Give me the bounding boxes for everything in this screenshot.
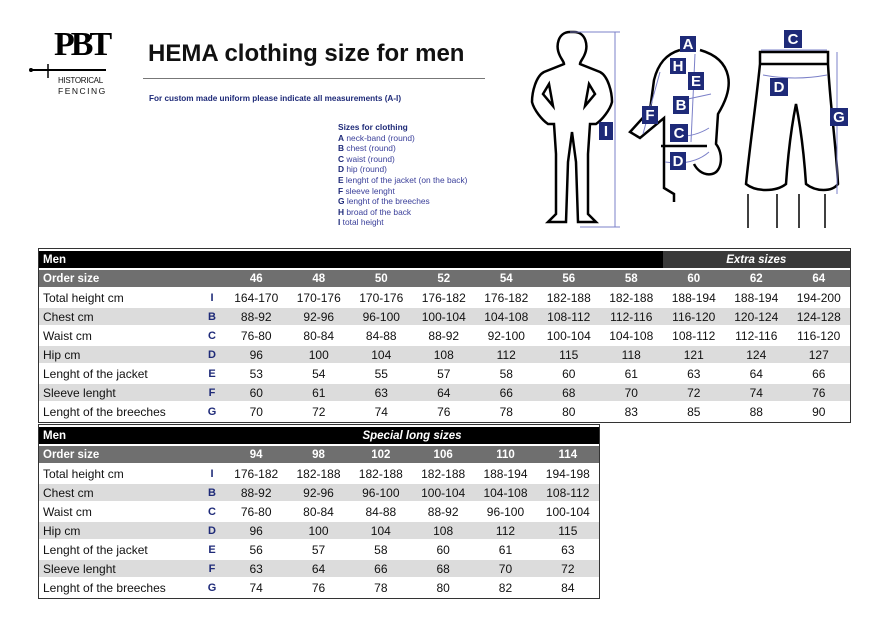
table-title: Men [39,427,225,444]
badge-c-breeches: C [787,31,799,48]
table-cell: 96-100 [486,504,525,519]
table-cell: 124 [725,346,788,363]
badge-g: G [833,109,845,126]
table-cell: 60 [225,384,288,401]
legend-item [338,217,467,228]
table-cell: 84-88 [365,328,397,343]
legend-item [338,133,467,144]
size-header: 52 [413,270,476,287]
row-letter: C [208,329,216,342]
table-cell: 70 [249,404,263,419]
table-cell: 100-104 [412,484,474,501]
table-cell: 108 [413,346,476,363]
legend-letter: I [338,217,341,228]
table-cell: 72 [312,404,326,419]
table-cell: 96-100 [350,308,413,325]
size-header: 48 [288,270,351,287]
legend-letter: H [338,206,345,217]
badge-b: B [675,97,687,114]
table-cell: 92-96 [288,308,351,325]
table-cell: 176-182 [234,466,279,481]
measurement-figures [515,22,865,232]
row-letter: E [208,367,216,380]
table-cell: 56 [249,542,263,557]
table-cell: 58 [374,542,388,557]
measurement-legend [338,122,467,228]
table-cell: 80-84 [303,504,334,519]
table-cell: 104 [350,346,413,363]
legend-text: chest (round) [346,143,396,154]
table-cell: 90 [812,404,826,419]
table-cell: 194-198 [545,466,590,481]
table-row [39,579,599,596]
table-cell: 68 [538,384,601,401]
standard-sizes-table [38,248,851,423]
table-cell: 121 [663,346,726,363]
table-row [39,403,850,420]
table-cell: 84 [561,580,575,595]
row-label: Chest cm [39,308,199,325]
table-cell: 58 [499,366,513,381]
table-cell: 74 [249,580,263,595]
legend-letter: F [338,185,344,196]
row-label: Chest cm [39,484,199,501]
table-cell: 92-100 [487,328,525,343]
table-cell: 164-170 [234,290,279,305]
table-cell: 100-104 [545,504,590,519]
table-cell: 100-104 [413,308,476,325]
table-cell: 100 [288,346,351,363]
row-label: Sleeve lenght [39,560,199,577]
table-cell: 104-108 [474,484,536,501]
table-cell: 104-108 [475,308,538,325]
legend-item [338,186,467,197]
table-cell: 118 [600,346,663,363]
table-cell: 72 [663,384,726,401]
row-label: Waist cm [43,328,92,343]
row-letter: G [207,581,217,594]
table-cell: 182-188 [609,290,654,305]
table-cell: 116-120 [797,328,841,343]
row-label: Total height cm [43,290,124,305]
legend-letter: E [338,174,344,185]
table-cell: 100-104 [546,328,591,343]
badge-a: A [682,36,694,53]
size-header: 46 [225,270,288,287]
legend-text: total height [342,217,384,228]
table-cell: 76 [311,580,326,595]
table-cell: 120-124 [725,308,788,325]
table-cell: 68 [412,560,474,577]
legend-letter: D [338,164,345,175]
legend-item [338,175,467,186]
table-cell: 80 [562,404,576,419]
legend-item [338,196,467,207]
table-row [39,522,599,539]
table-row [39,503,599,520]
size-header: 60 [663,270,726,287]
legend-text: waist (round) [346,153,395,164]
legend-item [338,154,467,165]
row-label: Sleeve lenght [39,384,199,401]
group-label: Special long sizes [225,427,599,444]
legend-letter: A [338,132,345,143]
table-cell: 112 [474,522,536,539]
order-size-label: Order size [39,446,225,463]
logo-line2: FENCING [58,86,107,96]
title-divider [143,78,485,79]
table-cell: 74 [725,384,788,401]
table-cell: 66 [350,560,412,577]
table-cell: 88-92 [428,328,460,343]
table-cell: 116-120 [663,308,726,325]
row-letter: E [208,543,216,556]
table-cell: 92-96 [287,484,349,501]
badge-e: E [690,73,702,90]
row-label: Waist cm [43,504,92,519]
special-long-sizes-table [38,424,600,599]
size-header: 56 [538,270,601,287]
table-cell: 115 [538,346,601,363]
table-cell: 57 [311,542,326,557]
table-cell: 96 [225,522,287,539]
table-cell: 194-200 [796,290,841,305]
table-cell: 64 [413,384,476,401]
row-letter: I [210,467,214,480]
row-label: Lenght of the jacket [43,366,148,381]
legend-text: sleeve lenght [345,185,395,196]
page-title: HEMA clothing size for men [148,40,465,67]
table-cell: 63 [225,560,287,577]
legend-letter: C [338,153,345,164]
table-cell: 182-188 [296,466,341,481]
badge-d-breeches: D [773,79,785,96]
table-cell: 70 [474,560,536,577]
table-cell: 115 [537,522,599,539]
size-header: 62 [725,270,788,287]
table-cell: 70 [600,384,663,401]
table-cell: 108-112 [537,484,599,501]
row-letter: D [199,522,225,539]
table-cell: 72 [537,560,599,577]
logo-monogram: PBT [54,26,109,63]
row-letter: C [208,505,216,518]
size-header: 114 [537,446,599,463]
table-cell: 188-194 [734,290,779,305]
logo-line1: HISTORICAL [58,76,103,85]
badge-i: I [603,123,609,140]
table-title-row [39,251,850,268]
table-cell: 57 [437,366,451,381]
row-label: Lenght of the jacket [43,542,148,557]
table-cell: 80 [436,580,450,595]
row-letter: F [199,560,225,577]
table-cell: 61 [498,542,513,557]
table-cell: 76-80 [240,504,272,519]
table-row [39,289,850,306]
row-letter: G [207,405,217,418]
table-cell: 127 [788,346,851,363]
row-letter: B [199,308,225,325]
table-row [39,346,850,363]
row-label: Lenght of the breeches [43,404,166,419]
table-cell: 170-176 [296,290,341,305]
table-cell: 82 [498,580,513,595]
table-cell: 104 [350,522,412,539]
table-cell: 84-88 [365,504,397,519]
table-cell: 54 [312,366,326,381]
table-cell: 108-112 [672,328,716,343]
legend-text: lenght of the breeches [346,196,430,207]
legend-item [338,143,467,154]
legend-letter: B [338,143,345,154]
table-cell: 74 [374,404,388,419]
table-cell: 78 [374,580,388,595]
size-header: 110 [474,446,536,463]
table-row [39,541,599,558]
table-cell: 63 [350,384,413,401]
size-header: 98 [287,446,349,463]
legend-item [338,164,467,175]
table-cell: 182-188 [546,290,591,305]
table-cell: 63 [687,366,701,381]
table-cell: 64 [749,366,763,381]
size-header: 106 [412,446,474,463]
table-cell: 88 [749,404,763,419]
table-cell: 188-194 [671,290,716,305]
table-cell: 176-182 [484,290,529,305]
table-row [39,560,599,577]
table-row [39,465,599,482]
table-cell: 66 [475,384,538,401]
table-cell: 182-188 [421,466,466,481]
group-label: Extra sizes [663,251,851,268]
size-header: 58 [600,270,663,287]
row-letter: B [199,484,225,501]
table-row [39,308,850,325]
table-cell: 64 [287,560,349,577]
table-cell: 76 [437,404,451,419]
table-cell: 76 [788,384,851,401]
table-cell: 78 [499,404,513,419]
table-cell: 104-108 [609,328,654,343]
table-cell: 60 [436,542,450,557]
table-cell: 124-128 [788,308,851,325]
table-cell: 100 [287,522,349,539]
table-cell: 60 [562,366,576,381]
badge-h: H [672,58,684,75]
table-cell: 112-116 [735,328,778,343]
logo [28,28,113,98]
legend-heading: Sizes for clothing [338,122,408,132]
order-size-row [39,446,599,463]
legend-text: broad of the back [346,206,412,217]
table-cell: 170-176 [359,290,404,305]
size-header: 54 [475,270,538,287]
table-cell: 182-188 [358,466,403,481]
table-cell: 88-92 [225,308,288,325]
legend-text: neck-band (round) [346,132,415,143]
badge-d: D [672,153,684,170]
table-cell: 88-92 [427,504,459,519]
badge-f: F [645,107,655,124]
size-header: 64 [788,270,851,287]
table-cell: 61 [624,366,638,381]
size-header: 102 [350,446,412,463]
order-size-row [39,270,850,287]
table-cell: 112 [475,346,538,363]
table-cell: 188-194 [483,466,528,481]
legend-item [338,207,467,218]
row-letter: F [199,384,225,401]
table-row [39,484,599,501]
table-row [39,327,850,344]
table-cell: 53 [249,366,263,381]
table-cell: 112-116 [600,308,663,325]
table-title: Men [39,251,663,268]
table-cell: 61 [288,384,351,401]
table-cell: 108 [412,522,474,539]
table-cell: 63 [561,542,575,557]
legend-text: hip (round) [346,164,387,175]
table-cell: 96 [225,346,288,363]
table-cell: 176-182 [421,290,466,305]
badge-c: C [673,125,685,142]
row-letter: D [199,346,225,363]
table-cell: 88-92 [225,484,287,501]
row-label: Lenght of the breeches [43,580,166,595]
table-cell: 76-80 [240,328,272,343]
row-label: Total height cm [43,466,124,481]
table-cell: 108-112 [538,308,601,325]
size-header: 50 [350,270,413,287]
table-row [39,365,850,382]
row-label: Hip cm [39,346,199,363]
size-header: 94 [225,446,287,463]
table-cell: 96-100 [350,484,412,501]
row-label: Hip cm [39,522,199,539]
table-cell: 83 [624,404,638,419]
table-title-row [39,427,599,444]
row-letter: I [210,291,214,304]
table-cell: 85 [687,404,701,419]
table-cell: 55 [374,366,388,381]
subtitle: For custom made uniform please indicate all measurements (A-I) [149,94,402,103]
legend-text: lenght of the jacket (on the back) [345,174,468,185]
legend-letter: G [338,196,345,207]
table-cell: 80-84 [303,328,335,343]
table-row [39,384,850,401]
table-cell: 66 [812,366,826,381]
order-size-label: Order size [39,270,225,287]
